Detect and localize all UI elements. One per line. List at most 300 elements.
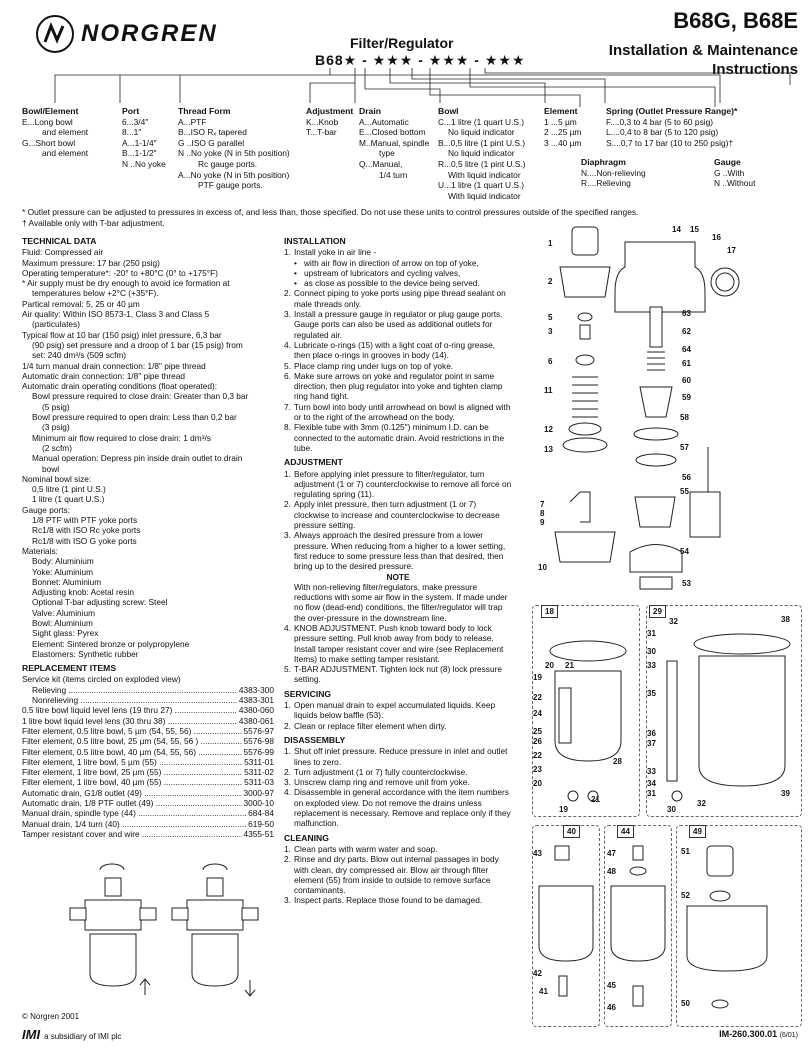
step-number: 1. (284, 746, 291, 757)
svg-text:30: 30 (647, 647, 656, 656)
option-line: N ..Without (714, 178, 756, 189)
tech-line: * Air supply must be dry enough to avoid ice formation at (22, 278, 230, 289)
replacement-item-name: 0.5 litre bowl liquid level lens (19 thru 27) ..... (22, 705, 237, 715)
replacement-item (22, 777, 274, 787)
part-label-16: 16 (712, 233, 721, 242)
servicing-heading: SERVICING (284, 688, 332, 699)
option-line: No liquid indicator (448, 148, 515, 159)
step-item (284, 700, 512, 721)
option-line: and element (42, 148, 89, 159)
imi-footer (22, 1027, 121, 1042)
option-drain (359, 106, 437, 180)
option-line: R....Relieving (581, 178, 631, 189)
svg-text:31: 31 (647, 789, 656, 798)
option-line: S....0,7 to 17 bar (10 to 250 psig)† (606, 137, 734, 148)
disassembly-steps (284, 746, 512, 828)
step-item (284, 854, 512, 895)
option-line: type (379, 148, 395, 159)
step-item (284, 371, 512, 402)
svg-text:22: 22 (533, 693, 542, 702)
step-text: Always approach the desired pressure from a lower pressure. When reducing from a higher to a lower setting, first reduce to some pressure less than that desired, then bring up to the desired pressure. (294, 530, 506, 572)
replacement-item-name: Manual drain, spindle type (44) ..... (22, 808, 246, 818)
svg-text:39: 39 (781, 789, 790, 798)
option-line: 1/4 turn (379, 169, 408, 180)
tech-line: Valve: Aluminium (32, 607, 96, 618)
step-number: 2. (284, 720, 291, 731)
model-code: B68★ - ★★★ - ★★★ - ★★★ (315, 52, 526, 68)
option-line: R...0,5 litre (1 pint U.S.) (438, 158, 526, 169)
step-number: 4. (284, 787, 291, 798)
part-label-55: 55 (680, 487, 689, 496)
step-text: KNOB ADJUSTMENT. Push knob toward body to lock pressure setting. Pull knob away from body to release. Install tamper resistant cover and wire (see Replacement Items) to make setting tamper resistant. (294, 622, 504, 664)
option-line: A...1-1/4″ (122, 137, 157, 148)
gauge-face-part (716, 273, 734, 291)
step-number: • (294, 278, 297, 289)
step-text: Make sure arrows on yoke and regulator point in same direction, then plug regulator into yoke and tighten clamp ring hand tight. (294, 370, 503, 402)
svg-text:31: 31 (647, 629, 656, 638)
part-label-13: 13 (544, 445, 553, 454)
tech-line: Fluid: Compressed air (22, 247, 104, 258)
step-number: 2. (284, 854, 291, 865)
brand-name: NORGREN (81, 20, 218, 47)
tech-line: (2 scfm) (42, 442, 72, 453)
part-label-17: 17 (727, 246, 736, 255)
tech-line: Bowl pressure required to open drain: Less than 0,2 bar (32, 412, 237, 423)
part-label-14: 14 (672, 225, 681, 234)
footnote-outlet: * Outlet pressure can be adjusted to pressures in excess of, and less than, those specified. Do not use these units to control pressures outside of the specified ranges. (22, 207, 639, 217)
step-number: 6. (284, 370, 291, 381)
step-number: 1. (284, 700, 291, 711)
replacement-item-part: 619-50 (248, 818, 274, 829)
step-number: 2. (284, 288, 291, 299)
option-line: L....0,4 to 8 bar (5 to 120 psig) (606, 127, 719, 138)
part-label-10: 10 (538, 563, 547, 572)
automatic-drain-diagram (677, 826, 801, 1026)
part-label-64: 64 (682, 345, 691, 354)
tech-line: Bonnet: Aluminium (32, 576, 102, 587)
bonnet-part (560, 267, 610, 297)
step-item (284, 746, 512, 767)
step-item (284, 530, 512, 571)
part-label-60: 60 (682, 376, 691, 385)
option-title: Diaphragm (581, 157, 626, 167)
adjustment-note: With non-relieving filter/regulators, make pressure reductions with some air flow in the system. If made under no flow (dead-end) conditions, the filter/regulator will trap the over-pressure in the downstream line. (294, 581, 508, 623)
replacement-item (22, 829, 274, 839)
option-line: A...No yoke (N in 5th position) (178, 169, 290, 180)
option-title: Element (544, 106, 578, 116)
option-port (122, 106, 177, 170)
option-bowl (438, 106, 543, 201)
part-label-58: 58 (680, 413, 689, 422)
svg-text:43: 43 (533, 849, 542, 858)
option-line: K...Knob (306, 116, 339, 127)
spring-part (572, 377, 598, 417)
step-text: Flexible tube with 3mm (0.125") minimum I.D. can be connected to the automatic drain. Avoid restrictions in the tube. (294, 422, 505, 453)
subassembly-40 (532, 825, 600, 1027)
part-label-11: 11 (544, 386, 553, 395)
nut-part (576, 355, 594, 365)
replacement-item-part: 5576-98 (243, 736, 274, 747)
step-number: 3. (284, 895, 291, 906)
tech-line: Optional T-bar adjusting screw: Steel (32, 597, 168, 608)
replacement-item-name: Filter element, 1 litre bowl, 25 µm (55) ..... (22, 767, 242, 777)
step-item (284, 623, 512, 664)
subassembly-18 (532, 605, 640, 817)
svg-text:46: 46 (607, 1003, 616, 1012)
option-title: Adjustment (306, 106, 354, 116)
option-line: and element (42, 127, 89, 138)
option-line: F....0,3 to 4 bar (5 to 60 psig) (606, 116, 714, 127)
tech-line: 1/8 PTF with PTF yoke ports (32, 515, 138, 526)
replacement-item-name: Filter element, 1 litre bowl, 40 µm (55) ..... (22, 777, 242, 787)
replacement-item-part: 3000-10 (243, 798, 274, 809)
replacement-item (22, 716, 274, 726)
svg-text:22: 22 (533, 751, 542, 760)
option-line: Q...Manual, (359, 158, 403, 169)
replacement-item-part: 5311-03 (244, 777, 274, 788)
option-title: Spring (Outlet Pressure Range)* (606, 106, 738, 116)
step-number: 3. (284, 309, 291, 320)
step-text: Disassemble in general accordance with the item numbers on exploded view. Do not remove the drains unless replacement is necessary. Remove and replace only if they malfunction. (294, 787, 511, 829)
step-item (284, 288, 512, 309)
svg-text:47: 47 (607, 849, 616, 858)
option-line: G ..With (714, 167, 745, 178)
option-title: Bowl (438, 106, 459, 116)
tech-line: temperatures below +2°C (+35°F). (32, 288, 159, 299)
tech-line: 1 litre (1 quart U.S.) (32, 494, 105, 505)
adjustment-heading: ADJUSTMENT (284, 457, 343, 468)
replacement-item-part: 4380-061 (238, 715, 274, 726)
step-text: Place clamp ring under lugs on top of yoke. (294, 360, 454, 371)
option-line: 2 ...25 µm (544, 127, 582, 138)
step-item (284, 258, 512, 268)
tech-line: Air quality: Within ISO 8573-1, Class 3 and Class 5 (22, 309, 210, 320)
tech-line: Rc1/8 with ISO G yoke ports (32, 535, 137, 546)
tbar-bonnet-part (555, 532, 615, 562)
svg-text:37: 37 (647, 739, 656, 748)
option-line: N ..No yoke (N in 5th position) (178, 148, 290, 159)
step-number: 1. (284, 468, 291, 479)
body-part (615, 242, 705, 312)
replacement-item (22, 747, 274, 757)
replacement-item (22, 685, 274, 695)
step-number: 5. (284, 664, 291, 675)
tech-line: (particulates) (32, 319, 80, 330)
replacement-list (22, 685, 274, 839)
step-number: 1. (284, 843, 291, 854)
option-line: G ..ISO G parallel (178, 137, 245, 148)
svg-text:23: 23 (533, 765, 542, 774)
replacement-item (22, 788, 274, 798)
svg-text:30: 30 (667, 805, 676, 814)
callout-29: 29 (649, 605, 666, 618)
tech-line: bowl (42, 463, 60, 474)
tech-line: Automatic drain connection: 1/8" pipe thread (22, 370, 185, 381)
tech-line: Sight glass: Pyrex (32, 628, 99, 639)
part-label-59: 59 (682, 393, 691, 402)
tech-line: (5 psig) (42, 401, 70, 412)
replacement-item (22, 798, 274, 808)
installation-heading: INSTALLATION (284, 236, 346, 246)
tech-line: set: 240 dm³/s (509 scfm) (32, 350, 127, 361)
option-line: B...ISO Rₓ tapered (178, 127, 247, 138)
svg-text:21: 21 (565, 661, 574, 670)
subtitle-line-2: Instructions (712, 61, 798, 78)
part-label-6: 6 (548, 357, 553, 366)
option-title: Thread Form (178, 106, 231, 116)
manual-drain-quarter-turn-diagram (533, 826, 599, 1026)
bowl-05l-diagram (533, 606, 639, 816)
tech-line: Rc1/8 with ISO Rc yoke ports (32, 525, 141, 536)
tech-line: 1/4 turn manual drain connection: 1/8" pipe thread (22, 360, 206, 371)
part-label-62: 62 (682, 327, 691, 336)
tech-line: Maximum pressure: 17 bar (250 psig) (22, 257, 160, 268)
step-text: Shut off inlet pressure. Reduce pressure in inlet and outlet lines to zero. (294, 746, 508, 767)
option-line: B...1-1/2″ (122, 148, 157, 159)
copyright: © Norgren 2001 (22, 1012, 80, 1021)
part-label-53: 53 (682, 579, 691, 588)
step-item (284, 361, 512, 371)
option-line: With liquid indicator (448, 190, 521, 201)
step-number: 8. (284, 422, 291, 433)
subsidiary-text: a subsidiary of IMI plc (44, 1032, 122, 1041)
servicing-steps (284, 700, 512, 731)
replacement-item-part: 5576-97 (243, 725, 274, 736)
svg-text:33: 33 (647, 661, 656, 670)
step-number: 4. (284, 339, 291, 350)
step-number: 7. (284, 401, 291, 412)
part-label-54: 54 (680, 547, 689, 556)
step-text: Unscrew clamp ring and remove unit from yoke. (294, 777, 470, 788)
callout-49: 49 (689, 825, 706, 838)
option-title: Bowl/Element (22, 106, 79, 116)
clamp-part (640, 577, 672, 589)
adjustment-steps (284, 469, 512, 572)
footnote-tbar: † Available only with T-bar adjustment. (22, 217, 165, 228)
option-line: N ..No yoke (122, 158, 166, 169)
option-line: B...0,5 litre (1 pint U.S.) (438, 137, 526, 148)
step-number: 5. (284, 360, 291, 371)
option-line: E...Closed bottom (359, 127, 426, 138)
svg-text:33: 33 (647, 767, 656, 776)
document-number (719, 1029, 798, 1039)
option-bowl-element (22, 106, 112, 159)
mounted-units-diagram (60, 860, 270, 1000)
option-title: Port (122, 106, 140, 116)
tech-line: Nominal bowl size: (22, 473, 92, 484)
bowl-1l-diagram (647, 606, 801, 816)
product-title: Filter/Regulator (350, 35, 454, 51)
tech-line: (90 psig) set pressure and a droop of 1 bar (15 psig) from (32, 339, 243, 350)
step-text: Connect piping to yoke ports using pipe thread sealant on male threads only. (294, 288, 506, 309)
step-text: as close as possible to the device being served. (304, 278, 480, 289)
replacement-item-part: 3000-97 (243, 787, 274, 798)
svg-text:25: 25 (533, 727, 542, 736)
part-label-57: 57 (680, 443, 689, 452)
option-tree-lines (0, 65, 808, 107)
tech-line: Materials: (22, 545, 58, 556)
tech-line: Bowl: Aluminium (32, 617, 93, 628)
step-item (284, 340, 512, 361)
step-text: T-BAR ADJUSTMENT. Tighten lock nut (8) lock pressure setting. (294, 664, 502, 685)
step-text: with air flow in direction of arrow on top of yoke, (304, 257, 479, 268)
step-item (284, 278, 512, 288)
tech-line: Bowl pressure required to close drain: Greater than 0,3 bar (32, 391, 249, 402)
yoke-ring-part (630, 545, 682, 573)
tech-line: Yoke: Aluminium (32, 566, 94, 577)
replacement-item-name: Manual drain, 1/4 turn (40) ..... (22, 819, 246, 829)
callout-40: 40 (563, 825, 580, 838)
svg-text:28: 28 (613, 757, 622, 766)
element-small-part (635, 497, 675, 527)
replacement-item (22, 757, 274, 767)
replacement-item (22, 705, 274, 715)
cleaning-heading: CLEANING (284, 832, 329, 843)
norgren-emblem-icon (35, 14, 75, 54)
svg-text:20: 20 (545, 661, 554, 670)
option-line: PTF gauge ports. (198, 180, 263, 191)
replacement-heading: REPLACEMENT ITEMS (22, 663, 117, 674)
model-title: B68G, B68E (673, 8, 798, 33)
option-line: M..Manual, spindle (359, 137, 430, 148)
replacement-item-name: Filter element, 0.5 litre bowl, 25 µm (54, 55, 56 ) ..... (22, 736, 242, 746)
step-number: • (294, 257, 297, 268)
step-number: • (294, 267, 297, 278)
step-item (284, 664, 512, 685)
doc-id: IM-260.300.01 (719, 1029, 778, 1039)
replacement-item (22, 695, 274, 705)
replacement-item (22, 726, 274, 736)
doc-revision: (6/01) (779, 1032, 798, 1039)
step-text: Lubricate o-rings (15) with a light coat of o-ring grease, then place o-rings in grooves in body (14). (294, 339, 496, 361)
option-line: No liquid indicator (448, 127, 515, 138)
step-text: upstream of lubricators and cycling valves, (304, 267, 461, 278)
svg-text:32: 32 (697, 799, 706, 808)
element-large-part (690, 492, 720, 537)
replacement-item-name: Relieving ..... (32, 685, 237, 695)
replacement-item-part: 4355-51 (243, 828, 274, 839)
tech-line: Element: Sintered bronze or polypropylene (32, 638, 190, 649)
step-item (284, 777, 512, 787)
step-number: 3. (284, 777, 291, 788)
step-item (284, 499, 512, 530)
norgren-logo (35, 14, 218, 54)
tech-line: 0,5 litre (1 pint U.S.) (32, 484, 106, 495)
manual-drain-spindle-diagram (605, 826, 671, 1026)
tech-line: Typical flow at 10 bar (150 psig) inlet pressure, 6,3 bar (22, 329, 222, 340)
replacement-item-part: 5311-02 (244, 767, 274, 778)
subassembly-29 (646, 605, 802, 817)
option-adjustment (306, 106, 358, 138)
step-text: Clean parts with warm water and soap. (294, 843, 438, 854)
callout-18: 18 (541, 605, 558, 618)
replacement-item-name: Tamper resistant cover and wire ..... (22, 829, 242, 839)
part-label-61: 61 (682, 359, 691, 368)
step-text: Turn adjustment (1 or 7) fully counterclockwise. (294, 766, 468, 777)
svg-text:42: 42 (533, 969, 542, 978)
svg-text:36: 36 (647, 729, 656, 738)
option-spring (606, 106, 806, 148)
svg-text:19: 19 (559, 805, 568, 814)
option-line: G...Short bowl (22, 137, 76, 148)
svg-text:19: 19 (533, 673, 542, 682)
option-line: A...PTF (178, 116, 207, 127)
step-item (284, 721, 512, 731)
option-line: 3 ...40 µm (544, 137, 582, 148)
step-text: Install a pressure gauge in regulator or plug gauge ports. Gauge ports can also be used as additional outlets for regulated air. (294, 309, 503, 340)
step-item (284, 787, 512, 828)
svg-text:26: 26 (533, 737, 542, 746)
adjustment-steps-2 (284, 623, 512, 685)
svg-text:21: 21 (591, 795, 600, 804)
replacement-item-name: Filter element, 1 litre bowl, 5 µm (55) ..... (22, 757, 242, 767)
tech-line: Manual operation: Depress pin inside drain outlet to drain (32, 453, 243, 464)
option-line: 8...1″ (122, 127, 142, 138)
step-item (284, 422, 512, 453)
imi-logo: IMI (22, 1027, 41, 1042)
step-item (284, 895, 512, 905)
baffle-part (640, 387, 672, 417)
middle-column (284, 232, 512, 906)
replacement-item-part: 5311-01 (244, 756, 274, 767)
replacement-item-name: Filter element, 0.5 litre bowl, 5 µm (54, 55, 56) ..... (22, 726, 242, 736)
tech-line: Partical removal: 5, 25 or 40 µm (22, 298, 140, 309)
valve-stem-part (650, 307, 662, 347)
cleaning-steps (284, 844, 512, 906)
part-label-5: 5 (548, 313, 553, 322)
diaphragm-part (563, 438, 607, 452)
svg-text:51: 51 (681, 847, 690, 856)
technical-data-heading: TECHNICAL DATA (22, 236, 97, 246)
option-line: T...T-bar (306, 127, 337, 138)
replacement-item-part: 4383-300 (238, 684, 274, 695)
subtitle-line-1: Installation & Maintenance (608, 42, 798, 59)
step-item (284, 844, 512, 854)
step-text: Install yoke in air line - (294, 247, 377, 258)
option-thread-form (178, 106, 306, 191)
option-line: 1 ...5 µm (544, 116, 577, 127)
exploded-view-diagram (530, 222, 800, 602)
svg-text:52: 52 (681, 891, 690, 900)
part-label-56: 56 (682, 473, 691, 482)
option-line: 6...3/4″ (122, 116, 149, 127)
screw-part (580, 325, 590, 339)
tech-line: Minimum air flow required to close drain: 1 dm³/s (32, 432, 211, 443)
step-text: Apply inlet pressure, then turn adjustment (1 or 7) clockwise to increase and counterclockwise to decrease pressure setting. (294, 499, 500, 531)
svg-text:32: 32 (669, 617, 678, 626)
part-label-7: 7 (540, 500, 545, 509)
replacement-item (22, 736, 274, 746)
part-label-9: 9 (540, 518, 545, 527)
o-ring-part (569, 423, 601, 435)
replacement-item-name: 1 litre bowl liquid level lens (30 thru 38) ..... (22, 716, 237, 726)
replacement-item-part: 5576-99 (243, 746, 274, 757)
washer-part (578, 313, 592, 321)
option-line: N....Non-relieving (581, 167, 646, 178)
replacement-item-part: 4380-060 (238, 705, 274, 716)
seal-part (634, 428, 678, 440)
tech-line: Automatic drain operating conditions (float operated): (22, 381, 218, 392)
svg-text:35: 35 (647, 689, 656, 698)
step-number: 3. (284, 530, 291, 541)
tech-line: Gauge ports: (22, 504, 70, 515)
step-text: Clean or replace filter element when dirty. (294, 720, 447, 731)
svg-text:38: 38 (781, 615, 790, 624)
replacement-item-name: Filter element, 0.5 litre bowl, 40 µm (54, 55, 56) ..... (22, 747, 242, 757)
step-number: 4. (284, 622, 291, 633)
step-item (284, 767, 512, 777)
option-element (544, 106, 602, 148)
